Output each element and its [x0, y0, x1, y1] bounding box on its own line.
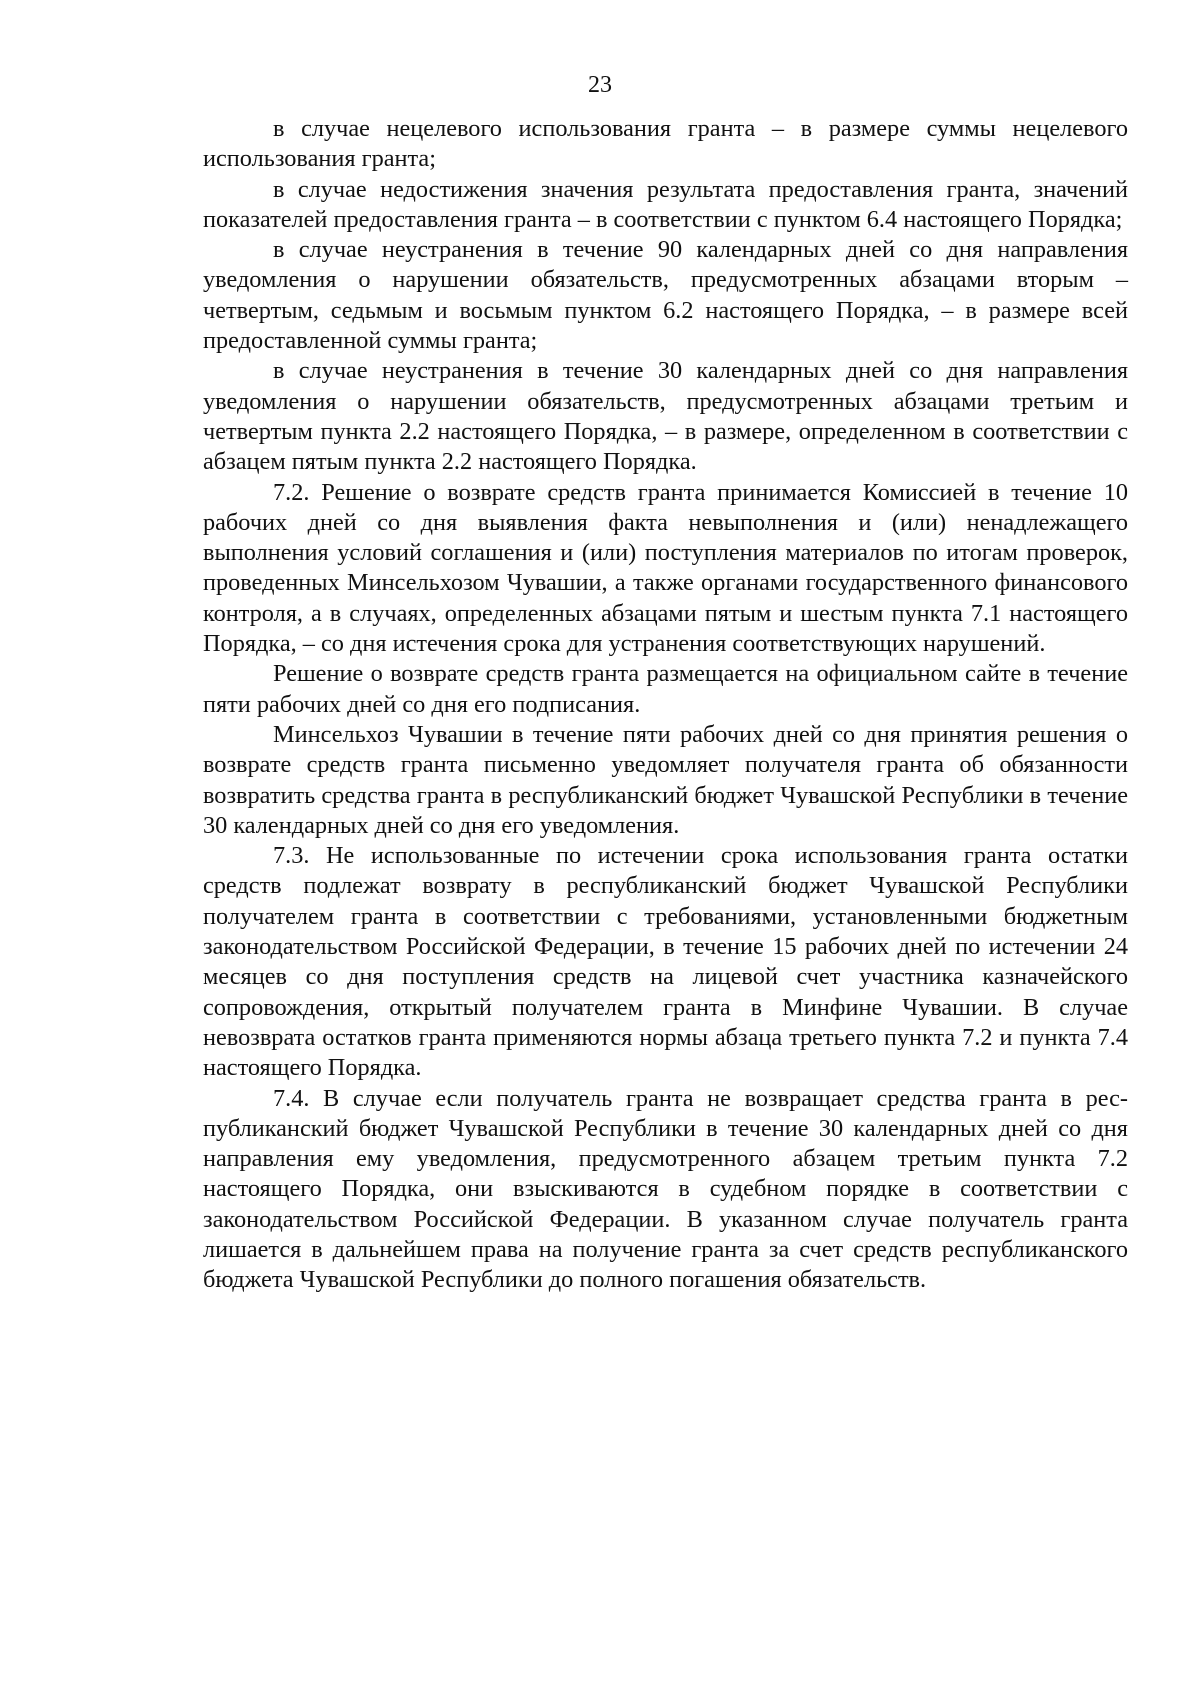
paragraph-7-2-refund-decision: 7.2. Решение о возврате средств гранта принимается Комиссией в течение 10 рабочих дней со дня выявления факта невыполнения и (или) ненадлежащего выполнения условий соглашения и (или) поступления материалов по итогам проверок, проведенных Минсельхозом Чувашии, а также органами государственного финансового контроля, а в случаях, определенных абзацами пятым и шестым пункта 7.1 настоящего Порядка, – со дня истечения срока для устранения соответствующих нарушений. [203, 478, 1128, 658]
paragraph-7-4-court-recovery: 7.4. В случае если получатель гранта не возвращает средства гранта в республиканский бюджет Чувашской Республики в течение 30 календарных дней со дня направления ему уведомления, предусмотренного абзацем третьим пункта 7.2 настоящего Порядка, они взыскиваются в судебном порядке в соответствии с законодательством Российской Федерации. В указанном случае получатель гранта лишается в дальнейшем права на получение гранта за счет средств республиканского бюджета Чувашской Республики до полного погашения обязательств. [203, 1084, 1128, 1294]
paragraph-90-days-violation: в случае неустранения в течение 90 календарных дней со дня направления уведомления о нарушении обязательств, предусмотренных абзацами вторым – четвертым, седьмым и восьмым пунктом 6.2 настоящего Порядка, – в размере всей предоставленной суммы гранта; [203, 236, 1128, 355]
page-number: 23 [588, 72, 612, 98]
paragraph-30-days-violation: в случае неустранения в течение 30 календарных дней со дня направления уведомления о нарушении обязательств, предусмотренных абзацами третьим и четвертым пункта 2.2 настоящего Порядка, – в размере, определенном в соответствии с абзацем пятым пункта 2.2 настоящего Порядка. [203, 357, 1128, 476]
paragraph-result-not-achieved: в случае недостижения значения результата предоставления гранта, значений показателей предоставления гранта – в соответствии с пунктом 6.4 настоящего Порядка; [203, 175, 1128, 233]
paragraph-7-3-unused-balance: 7.3. Не использованные по истечении срока использования гранта остатки средств подлежат возврату в республиканский бюджет Чувашской Республики получателем гранта в соответствии с требованиями, установленными бюджетным законодательством Российской Федерации, в течение 15 рабочих дней по истечении 24 месяцев со дня поступления средств на лицевой счет участника казначейского сопровождения, открытый получателем гранта в Минфине Чувашии. В случае невозврата остатков гранта применяются нормы абзаца третьего пункта 7.2 и пункта 7.4 настоящего Порядка. [203, 842, 1128, 1082]
paragraph-ministry-notification: Минсельхоз Чувашии в течение пяти рабочих дней со дня принятия решения о возврате средств гранта письменно уведомляет получателя гранта об обязанности возвратить средства гранта в республиканский бюджет Чувашской Республики в течение 30 календарных дней со дня его уведомления. [203, 720, 1128, 839]
document-body [203, 114, 1128, 1296]
paragraph-misuse-refund: в случае нецелевого использования гранта – в размере суммы нецелевого использования гранта; [203, 115, 1128, 173]
paragraph-decision-publication: Решение о возврате средств гранта размещается на официальном сайте в течение пяти рабочих дней со дня его подписания. [203, 660, 1128, 718]
